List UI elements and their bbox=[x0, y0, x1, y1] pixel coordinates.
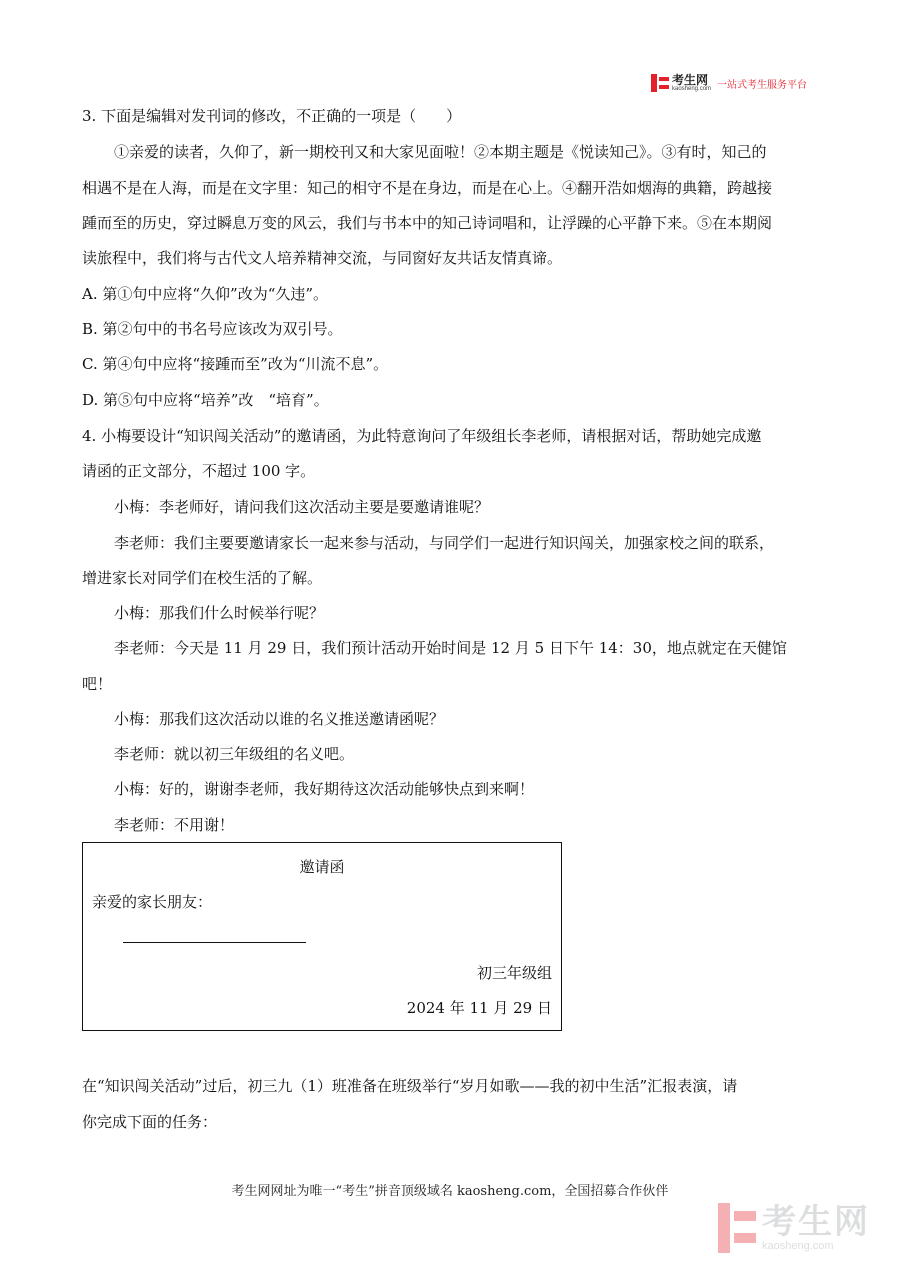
q3-passage-line: ①亲爱的读者，久仰了，新一期校刊又和大家见面啦！②本期主题是《悦读知己》。③有时，知己的 bbox=[114, 143, 767, 161]
logo-domain: kaosheng.com bbox=[672, 86, 712, 92]
logo-slogan: 一站式考生服务平台 bbox=[717, 79, 808, 91]
dialogue-line: 吧！ bbox=[82, 675, 113, 693]
kaosheng-watermark-icon bbox=[718, 1203, 756, 1253]
q3-passage-line: 踵而至的历史，穿过瞬息万变的风云，我们与书本中的知己诗词唱和，让浮躁的心平静下来。⑤在本期阅 bbox=[82, 214, 773, 232]
answer-blank-line[interactable] bbox=[123, 942, 306, 943]
transition-line: 在“知识闯关活动”过后，初三九（1）班准备在班级举行“岁月如歌——我的初中生活”汇报表演，请 bbox=[82, 1077, 738, 1095]
dialogue-line: 李老师：不用谢！ bbox=[114, 816, 235, 834]
dialogue-line: 李老师：今天是 11 月 29 日，我们预计活动开始时间是 12 月 5 日下午 14：30，地点就定在天健馆 bbox=[114, 639, 787, 657]
q3-option-d: D. 第⑤句中应将“培养”改 “培育”。 bbox=[82, 391, 329, 409]
watermark-domain: kaosheng.com bbox=[762, 1239, 834, 1252]
dialogue-line: 小梅：那我们什么时候举行呢？ bbox=[114, 604, 325, 622]
dialogue-line: 小梅：好的，谢谢李老师，我好期待这次活动能够快点到来啊！ bbox=[114, 780, 535, 798]
q3-passage-line: 读旅程中，我们将与古代文人培养精神交流，与同窗好友共话友情真谛。 bbox=[82, 249, 563, 267]
page-footer: 考生网网址为唯一“考生”拼音顶级域名 kaosheng.com，全国招募合作伙伴 bbox=[231, 1184, 669, 1199]
q3-option-c: C. 第④句中应将“接踵而至”改为“川流不息”。 bbox=[82, 355, 389, 373]
q3-passage-line: 相遇不是在人海，而是在文字里：知己的相守不是在身边，而是在心上。④翻开浩如烟海的典籍，跨越接 bbox=[82, 179, 773, 197]
dialogue-line: 李老师：我们主要要邀请家长一起来参与活动，与同学们一起进行知识闯关，加强家校之间的联系， bbox=[114, 534, 775, 552]
dialogue-line: 增进家长对同学们在校生活的了解。 bbox=[82, 569, 323, 587]
watermark bbox=[718, 1203, 870, 1253]
q3-option-a: A. 第①句中应将“久仰”改为“久违”。 bbox=[82, 285, 329, 303]
header-logo bbox=[651, 72, 807, 94]
invitation-title: 邀请函 bbox=[299, 858, 345, 876]
invitation-greeting: 亲爱的家长朋友： bbox=[92, 893, 213, 911]
dialogue-line: 小梅：李老师好，请问我们这次活动主要是要邀请谁呢？ bbox=[114, 498, 490, 516]
invitation-date: 2024 年 11 月 29 日 bbox=[406, 999, 552, 1017]
invitation-signature: 初三年级组 bbox=[476, 964, 552, 982]
q3-stem: 3. 下面是编辑对发刊词的修改，不正确的一项是（ ） bbox=[82, 107, 462, 125]
q4-stem-line: 请函的正文部分，不超过 100 字。 bbox=[82, 462, 316, 480]
watermark-name: 考生网 bbox=[762, 1202, 870, 1241]
logo-name: 考生网 bbox=[672, 73, 709, 87]
kaosheng-logo-icon bbox=[651, 74, 669, 92]
q3-option-b: B. 第②句中的书名号应该改为双引号。 bbox=[82, 320, 343, 338]
transition-line: 你完成下面的任务： bbox=[82, 1113, 218, 1131]
dialogue-line: 李老师：就以初三年级组的名义吧。 bbox=[114, 745, 355, 763]
q4-stem-line: 4. 小梅要设计“知识闯关活动”的邀请函，为此特意询问了年级组长李老师，请根据对话，帮助她完成邀 bbox=[82, 427, 762, 445]
dialogue-line: 小梅：那我们这次活动以谁的名义推送邀请函呢？ bbox=[114, 710, 445, 728]
